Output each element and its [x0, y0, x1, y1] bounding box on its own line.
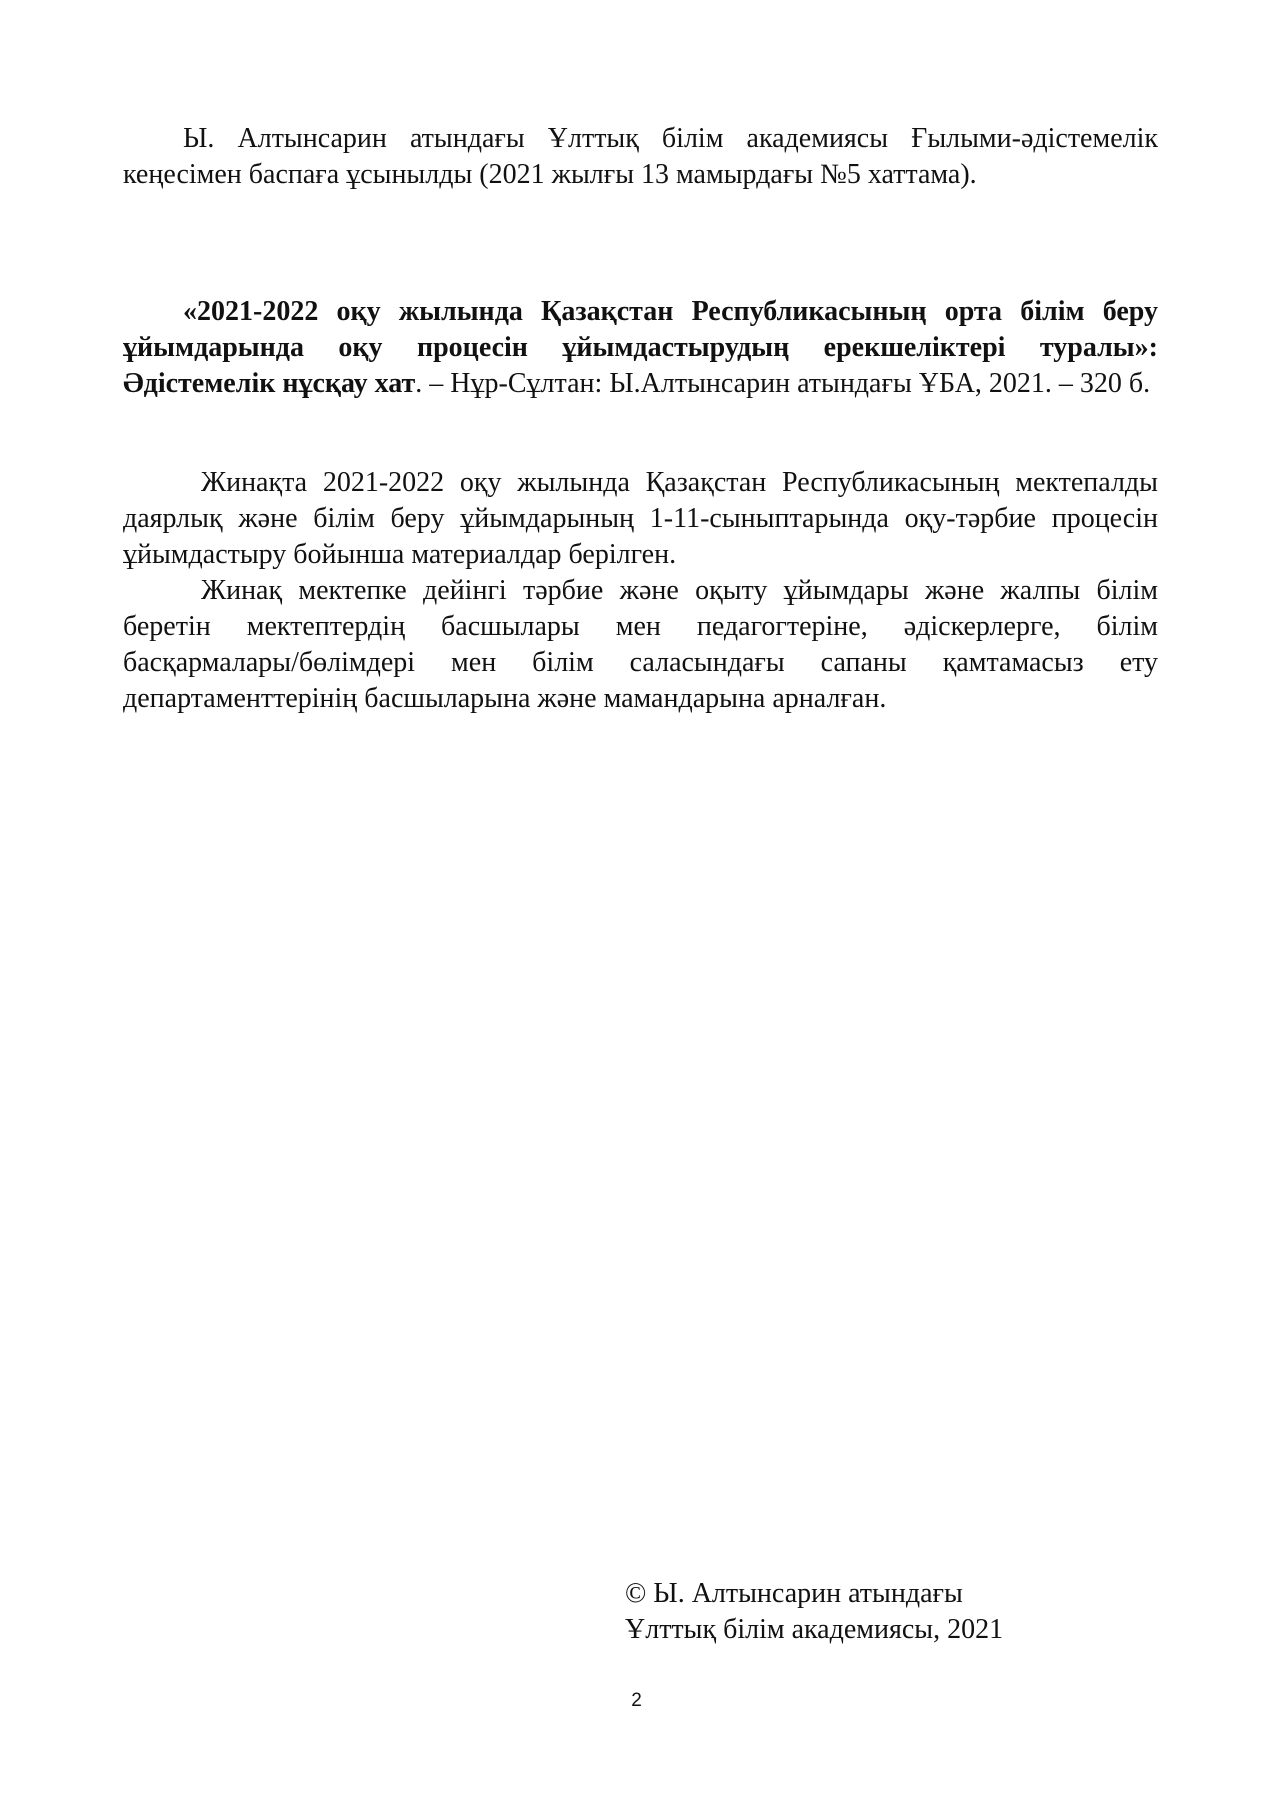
- annotation-paragraph-contents: Жинақта 2021-2022 оқу жылында Қазақстан Республикасының мектепалды даярлық және білім беру ұйымдарының 1-11-сыныптарында оқу-тәрбие процесін ұйымдастыру бойынша материалдар берілген.: [123, 467, 1158, 570]
- citation-publication-details: . – Нұр-Сұлтан: Ы.Алтынсарин атындағы ҰБА, 2021. – 320 б.: [415, 368, 1151, 399]
- copyright-line-1: © Ы. Алтынсарин атындағы: [625, 1578, 963, 1609]
- page-number: 2: [631, 1690, 642, 1711]
- bibliographic-citation: [123, 294, 1158, 402]
- annotation: [123, 465, 1158, 717]
- annotation-paragraph-audience: Жинақ мектепке дейінгі тәрбие және оқыту ұйымдары және жалпы білім беретін мектептердің басшылары мен педагогтеріне, әдіскерлерге, білім басқармалары/бөлімдері мен білім саласындағы сапаны қамтамасыз ету департаменттерінің басшыларына және мамандарына арналған.: [123, 575, 1158, 714]
- approval-paragraph: Ы. Алтынсарин атындағы Ұлттық білім академиясы Ғылыми-әдістемелік кеңесімен баспаға ұсынылды (2021 жылғы 13 мамырдағы №5 хаттама).: [123, 123, 1158, 190]
- citation-paragraph: [123, 294, 1158, 402]
- citation-title: «2021-2022 оқу жылында Қазақстан Республикасының орта білім беру ұйымдарында оқу процесін ұйымдастырудың ерекшеліктері туралы»: Әдістемелік нұсқау хат: [123, 296, 1158, 399]
- approval-note: [123, 121, 1158, 193]
- copyright-notice: [625, 1576, 1003, 1648]
- copyright-line-2: Ұлттық білім академиясы, 2021: [625, 1614, 1004, 1645]
